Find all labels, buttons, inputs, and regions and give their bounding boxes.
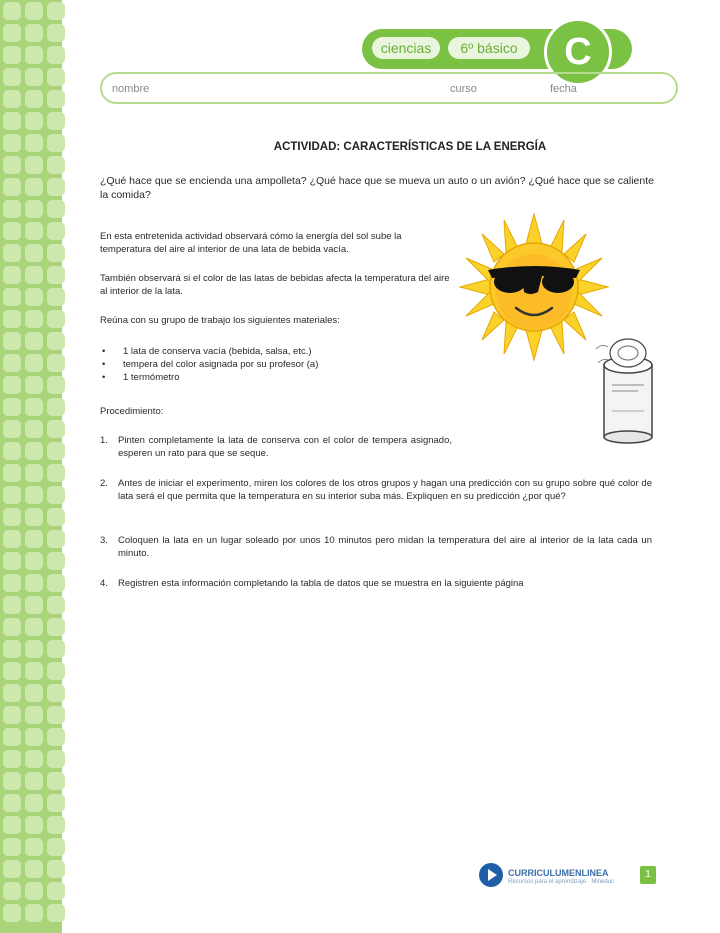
strip-square bbox=[47, 706, 65, 724]
strip-square bbox=[25, 24, 43, 42]
strip-square bbox=[47, 398, 65, 416]
strip-square bbox=[25, 442, 43, 460]
strip-square bbox=[25, 354, 43, 372]
strip-square bbox=[47, 156, 65, 174]
strip-square bbox=[47, 90, 65, 108]
strip-square bbox=[47, 46, 65, 64]
procedure-step bbox=[100, 477, 652, 503]
strip-square bbox=[3, 398, 21, 416]
strip-square bbox=[3, 68, 21, 86]
strip-square bbox=[25, 750, 43, 768]
footer-brand: CURRICULUMENLINEA bbox=[508, 868, 609, 878]
strip-square bbox=[25, 244, 43, 262]
strip-square bbox=[47, 464, 65, 482]
strip-square bbox=[3, 816, 21, 834]
strip-square bbox=[3, 728, 21, 746]
strip-square bbox=[25, 684, 43, 702]
strip-square bbox=[47, 68, 65, 86]
strip-square bbox=[47, 486, 65, 504]
strip-square bbox=[3, 420, 21, 438]
paragraph-materials-intro: Reúna con su grupo de trabajo los siguientes materiales: bbox=[100, 315, 340, 326]
strip-square bbox=[25, 178, 43, 196]
strip-square bbox=[3, 860, 21, 878]
strip-square bbox=[3, 2, 21, 20]
strip-square bbox=[3, 772, 21, 790]
strip-square bbox=[47, 420, 65, 438]
strip-square bbox=[25, 838, 43, 856]
step-text: Pinten completamente la lata de conserva con el color de tempera asignado, esperen un rato para que se seque. bbox=[118, 435, 452, 459]
strip-square bbox=[47, 684, 65, 702]
strip-square bbox=[47, 574, 65, 592]
strip-square bbox=[47, 2, 65, 20]
strip-square bbox=[3, 244, 21, 262]
grade-label: 6º básico bbox=[448, 37, 530, 59]
strip-square bbox=[47, 794, 65, 812]
strip-square bbox=[3, 662, 21, 680]
strip-square bbox=[25, 640, 43, 658]
procedure-heading: Procedimiento: bbox=[100, 406, 164, 417]
strip-square bbox=[47, 662, 65, 680]
footer-tagline: Recursos para el aprendizaje · Mineduc bbox=[508, 879, 615, 885]
strip-square bbox=[25, 200, 43, 218]
strip-square bbox=[47, 640, 65, 658]
page-number: 1 bbox=[640, 866, 656, 884]
strip-square bbox=[47, 838, 65, 856]
strip-square bbox=[25, 464, 43, 482]
strip-square bbox=[3, 222, 21, 240]
strip-square bbox=[3, 442, 21, 460]
course-field-label: curso bbox=[450, 83, 477, 95]
strip-square bbox=[47, 860, 65, 878]
list-item: • 1 lata de conserva vacía (bebida, salsa, etc.) bbox=[100, 345, 318, 358]
strip-square bbox=[3, 706, 21, 724]
strip-square bbox=[47, 134, 65, 152]
strip-square bbox=[47, 772, 65, 790]
step-text: Antes de iniciar el experimento, miren los colores de los otros grupos y hagan una predicción con su grupo sobre qué color de lata será el que permita que la temperatura en su interior suba más. Expliquen en su predicción ¿por qué? bbox=[118, 478, 652, 502]
strip-square bbox=[47, 816, 65, 834]
procedure-step bbox=[100, 577, 652, 590]
strip-square bbox=[47, 354, 65, 372]
strip-square bbox=[25, 156, 43, 174]
strip-square bbox=[25, 68, 43, 86]
strip-square bbox=[3, 530, 21, 548]
strip-square bbox=[25, 618, 43, 636]
decorative-side-strip bbox=[0, 0, 62, 933]
list-item: • tempera del color asignada por su profesor (a) bbox=[100, 358, 318, 371]
strip-square bbox=[25, 904, 43, 922]
strip-square bbox=[25, 662, 43, 680]
strip-square bbox=[3, 310, 21, 328]
strip-square bbox=[25, 2, 43, 20]
strip-square bbox=[47, 882, 65, 900]
paragraph-observe-color: También observará si el color de las latas de bebidas afecta la temperatura del aire al interior de la lata. bbox=[100, 273, 450, 297]
strip-square bbox=[3, 486, 21, 504]
strip-square bbox=[47, 442, 65, 460]
intro-questions: ¿Qué hace que se encienda una ampolleta? ¿Qué hace que se mueva un auto o un avión? ¿Qué hace que se caliente la comida? bbox=[100, 175, 654, 201]
strip-square bbox=[25, 288, 43, 306]
strip-square bbox=[3, 640, 21, 658]
strip-square bbox=[25, 486, 43, 504]
strip-square bbox=[3, 112, 21, 130]
date-field-label: fecha bbox=[550, 83, 577, 95]
strip-square bbox=[47, 750, 65, 768]
strip-square bbox=[47, 310, 65, 328]
strip-square bbox=[47, 904, 65, 922]
list-item: • 1 termómetro bbox=[100, 371, 318, 384]
strip-square bbox=[25, 552, 43, 570]
strip-square bbox=[25, 508, 43, 526]
strip-square bbox=[47, 376, 65, 394]
strip-square bbox=[47, 332, 65, 350]
strip-square bbox=[25, 706, 43, 724]
strip-square bbox=[47, 200, 65, 218]
strip-square bbox=[25, 420, 43, 438]
strip-square bbox=[25, 266, 43, 284]
strip-square bbox=[47, 222, 65, 240]
strip-square bbox=[3, 156, 21, 174]
sun-with-sunglasses-illustration bbox=[458, 212, 610, 362]
step-number: 4. bbox=[100, 578, 108, 589]
subject-label: ciencias bbox=[372, 37, 440, 59]
strip-square bbox=[3, 354, 21, 372]
activity-title: ACTIVIDAD: CARACTERÍSTICAS DE LA ENERGÍA bbox=[273, 141, 547, 153]
strip-square bbox=[3, 882, 21, 900]
strip-square bbox=[3, 376, 21, 394]
strip-square bbox=[25, 112, 43, 130]
strip-square bbox=[25, 376, 43, 394]
strip-square bbox=[25, 222, 43, 240]
strip-square bbox=[25, 90, 43, 108]
name-field-label: nombre bbox=[112, 83, 150, 95]
strip-square bbox=[3, 288, 21, 306]
strip-square bbox=[25, 794, 43, 812]
strip-square bbox=[3, 574, 21, 592]
strip-square bbox=[3, 596, 21, 614]
step-text: Coloquen la lata en un lugar soleado por unos 10 minutos pero midan la temperatura del aire al interior de la lata cada un minuto. bbox=[118, 535, 652, 559]
strip-square bbox=[3, 750, 21, 768]
strip-square bbox=[25, 332, 43, 350]
procedure-step bbox=[100, 434, 452, 460]
strip-square bbox=[3, 618, 21, 636]
strip-square bbox=[25, 728, 43, 746]
strip-square bbox=[3, 90, 21, 108]
strip-square bbox=[3, 332, 21, 350]
strip-square bbox=[47, 618, 65, 636]
materials-list bbox=[100, 345, 318, 384]
strip-square bbox=[47, 266, 65, 284]
strip-square bbox=[3, 464, 21, 482]
strip-square bbox=[3, 838, 21, 856]
strip-square bbox=[3, 508, 21, 526]
strip-square bbox=[25, 574, 43, 592]
strip-square bbox=[47, 24, 65, 42]
strip-square bbox=[47, 596, 65, 614]
strip-square bbox=[25, 134, 43, 152]
strip-square bbox=[47, 288, 65, 306]
strip-square bbox=[3, 46, 21, 64]
strip-square bbox=[47, 552, 65, 570]
strip-square bbox=[47, 508, 65, 526]
step-text: Registren esta información completando la tabla de datos que se muestra en la siguiente página bbox=[118, 578, 524, 589]
subject-letter-badge: C bbox=[544, 18, 612, 86]
strip-square bbox=[25, 310, 43, 328]
strip-square bbox=[3, 794, 21, 812]
student-info-bar bbox=[100, 72, 678, 104]
strip-square bbox=[3, 200, 21, 218]
step-number: 2. bbox=[100, 478, 108, 489]
strip-square bbox=[25, 530, 43, 548]
strip-square bbox=[3, 134, 21, 152]
strip-square bbox=[3, 24, 21, 42]
strip-square bbox=[25, 596, 43, 614]
paragraph-observe-sun: En esta entretenida actividad observará cómo la energía del sol sube la temperatura del aire al interior de una lata de bebida vacía. bbox=[100, 231, 402, 255]
strip-square bbox=[47, 530, 65, 548]
strip-square bbox=[3, 684, 21, 702]
strip-square bbox=[3, 266, 21, 284]
strip-square bbox=[25, 398, 43, 416]
strip-square bbox=[25, 882, 43, 900]
procedure-step bbox=[100, 534, 652, 560]
strip-square bbox=[25, 46, 43, 64]
strip-square bbox=[47, 178, 65, 196]
tin-can-illustration bbox=[594, 333, 658, 445]
strip-square bbox=[47, 112, 65, 130]
strip-square bbox=[3, 904, 21, 922]
step-number: 3. bbox=[100, 535, 108, 546]
curriculum-play-logo-icon bbox=[478, 862, 504, 888]
strip-square bbox=[47, 728, 65, 746]
strip-square bbox=[3, 552, 21, 570]
strip-square bbox=[25, 860, 43, 878]
step-number: 1. bbox=[100, 435, 108, 446]
strip-square bbox=[25, 816, 43, 834]
strip-square bbox=[3, 178, 21, 196]
strip-square bbox=[47, 244, 65, 262]
strip-square bbox=[25, 772, 43, 790]
